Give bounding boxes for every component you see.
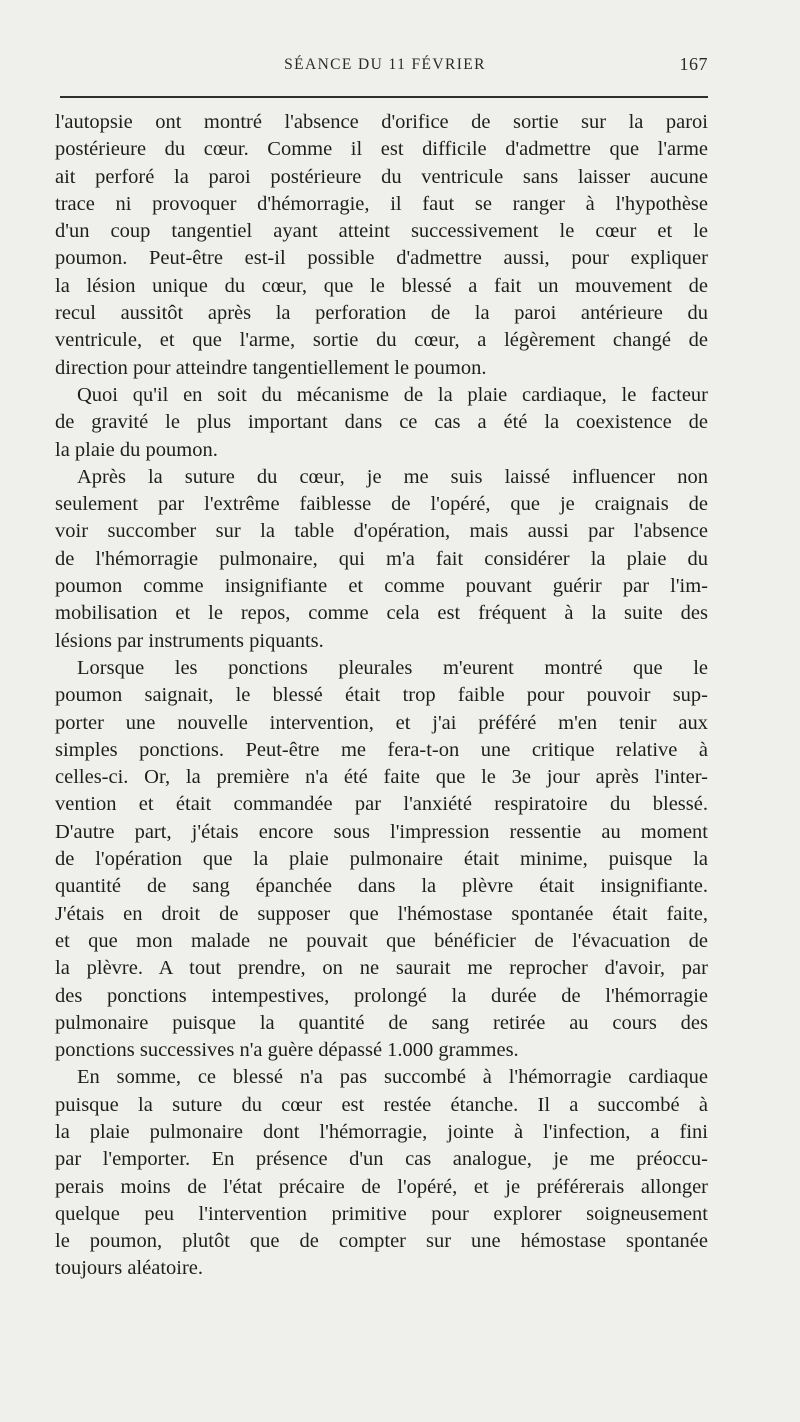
text-line: recul aussitôt après la perforation de la paroi antérieure du	[55, 302, 708, 325]
text-line: celles-ci. Or, la première n'a été faite que le 3e jour après l'inter-	[55, 766, 708, 789]
text-line: perais moins de l'état précaire de l'opéré, et je préférerais allonger	[55, 1175, 708, 1198]
running-head-title: SÉANCE DU 11 FÉVRIER	[284, 56, 486, 73]
text-line: trace ni provoquer d'hémorragie, il faut se ranger à l'hypothèse	[55, 192, 708, 215]
text-line: quantité de sang épanchée dans la plèvre était insignifiante.	[55, 875, 708, 898]
text-line: d'un coup tangentiel ayant atteint successivement le cœur et le	[55, 220, 708, 243]
running-head	[60, 50, 710, 80]
text-line: porter une nouvelle intervention, et j'ai préféré m'en tenir aux	[55, 711, 708, 734]
body-text	[55, 109, 708, 1283]
text-line: le poumon, plutôt que de compter sur une hémostase spontanée	[55, 1230, 708, 1253]
text-line: de l'hémorragie pulmonaire, qui m'a fait considérer la plaie du	[55, 547, 708, 570]
text-line: vention et était commandée par l'anxiété respiratoire du blessé.	[55, 793, 708, 816]
text-line: par l'emporter. En présence d'un cas analogue, je me préoccu-	[55, 1148, 708, 1171]
text-line: D'autre part, j'étais encore sous l'impression ressentie au moment	[55, 820, 708, 843]
text-line: l'autopsie ont montré l'absence d'orifice de sortie sur la paroi	[55, 111, 708, 133]
header-rule	[60, 96, 708, 98]
text-line: postérieure du cœur. Comme il est difficile d'admettre que l'arme	[55, 138, 708, 161]
text-line: direction pour atteindre tangentiellement le poumon.	[55, 356, 487, 379]
text-line: En somme, ce blessé n'a pas succombé à l'hémorragie cardiaque	[77, 1066, 708, 1089]
text-line: poumon saignait, le blessé était trop faible pour pouvoir sup-	[55, 684, 708, 707]
text-line: pulmonaire puisque la quantité de sang retirée au cours des	[55, 1011, 708, 1034]
text-line: ventricule, et que l'arme, sortie du cœur, a légèrement changé de	[55, 329, 708, 352]
text-line: toujours aléatoire.	[55, 1257, 204, 1280]
text-line: de l'opération que la plaie pulmonaire était minime, puisque la	[55, 848, 708, 871]
text-line: J'étais en droit de supposer que l'hémostase spontanée était faite,	[55, 902, 708, 925]
page-number: 167	[679, 54, 708, 74]
text-line: seulement par l'extrême faiblesse de l'opéré, que je craignais de	[55, 493, 708, 516]
text-line: et que mon malade ne pouvait que bénéficier de l'évacuation de	[55, 929, 708, 952]
text-line: poumon. Peut-être est-il possible d'admettre aussi, pour expliquer	[55, 247, 708, 270]
text-line: lésions par instruments piquants.	[55, 629, 324, 652]
text-line: Après la suture du cœur, je me suis laissé influencer non	[77, 465, 708, 488]
text-line: quelque peu l'intervention primitive pour explorer soigneusement	[55, 1202, 708, 1225]
text-line: Lorsque les ponctions pleurales m'eurent montré que le	[77, 656, 708, 679]
text-line: poumon comme insignifiante et comme pouvant guérir par l'im-	[55, 575, 708, 598]
text-line: Quoi qu'il en soit du mécanisme de la plaie cardiaque, le facteur	[77, 383, 708, 406]
text-line: la plaie du poumon.	[55, 438, 218, 461]
text-line: des ponctions intempestives, prolongé la durée de l'hémorragie	[55, 984, 708, 1007]
text-line: puisque la suture du cœur est restée étanche. Il a succombé à	[55, 1093, 708, 1116]
text-line: voir succomber sur la table d'opération, mais aussi par l'absence	[55, 520, 708, 543]
text-line: de gravité le plus important dans ce cas a été la coexistence de	[55, 411, 708, 434]
text-line: ponctions successives n'a guère dépassé 1.000 grammes.	[55, 1039, 519, 1062]
text-line: la lésion unique du cœur, que le blessé a fait un mouvement de	[55, 274, 708, 297]
text-line: la plèvre. A tout prendre, on ne saurait me reprocher d'avoir, par	[55, 957, 708, 980]
text-line: la plaie pulmonaire dont l'hémorragie, jointe à l'infection, a fini	[55, 1120, 708, 1143]
text-line: ait perforé la paroi postérieure du ventricule sans laisser aucune	[55, 165, 708, 188]
text-line: simples ponctions. Peut-être me fera-t-on une critique relative à	[55, 738, 708, 761]
text-line: mobilisation et le repos, comme cela est fréquent à la suite des	[55, 602, 708, 625]
